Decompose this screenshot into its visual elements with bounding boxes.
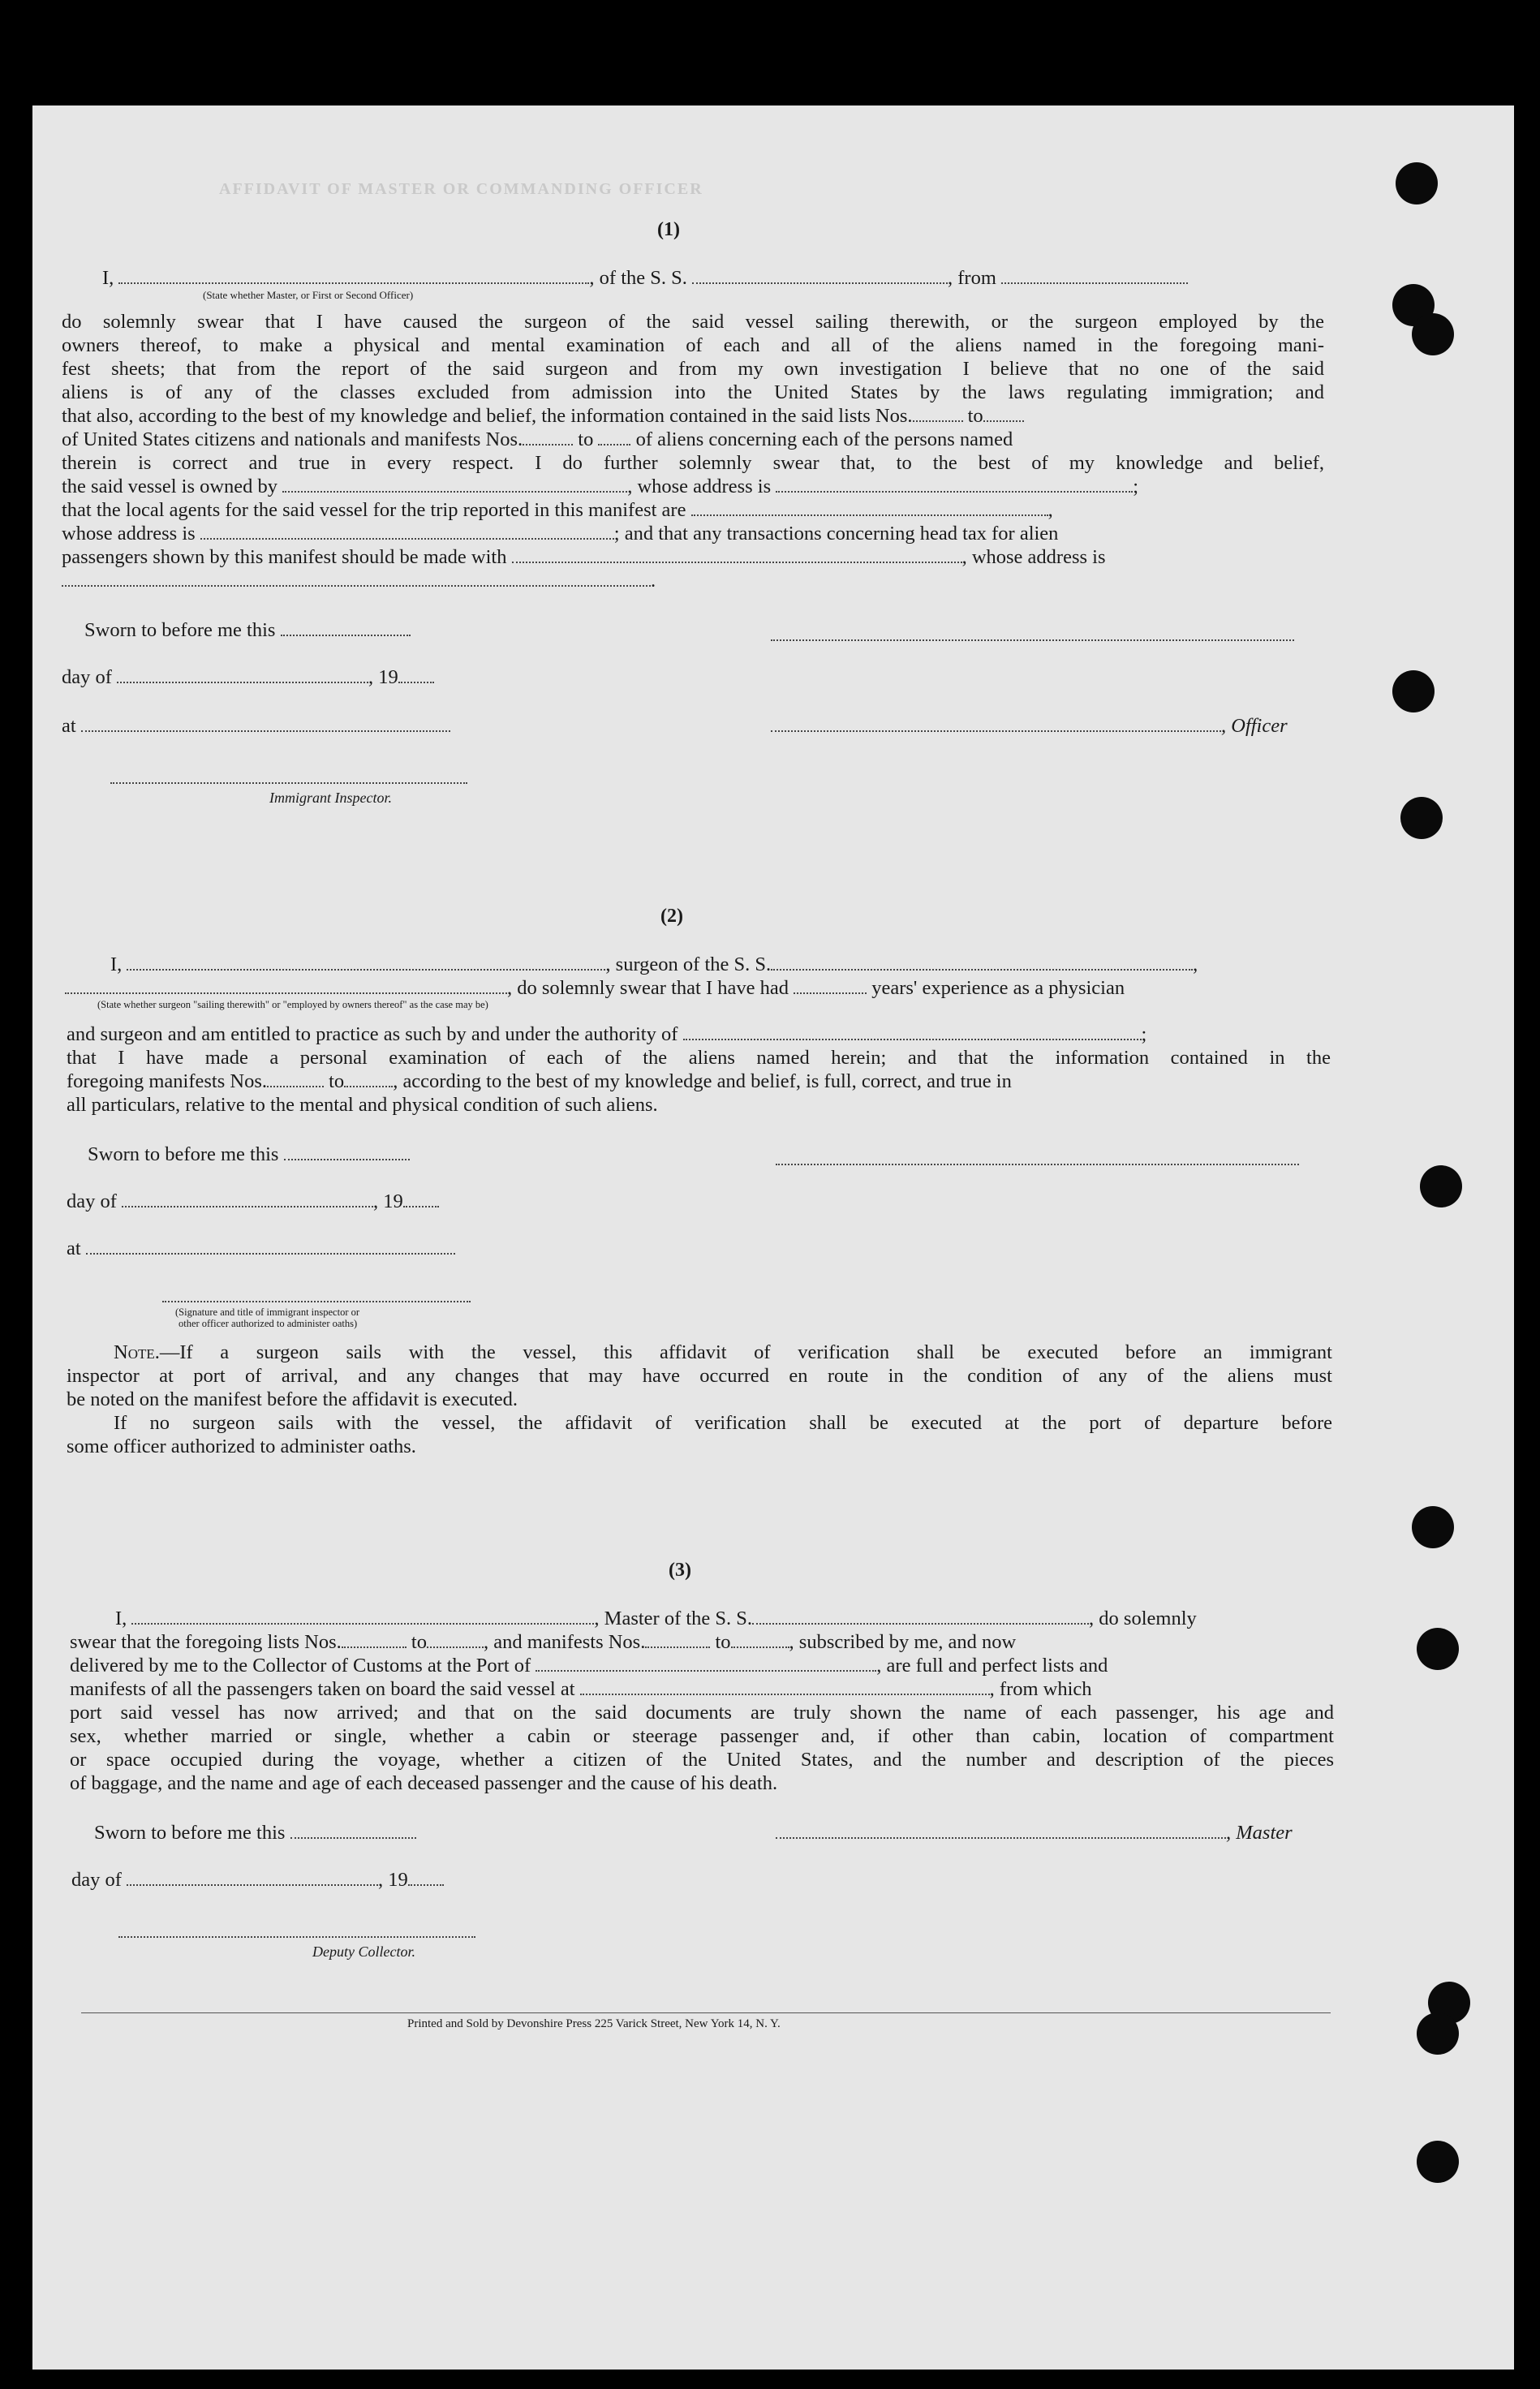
- vessel-owner-field[interactable]: [282, 490, 627, 493]
- s1-para-line-3: fest sheets; that from the report of the said surgeon and from my own investigation I believe that no one of the said: [62, 358, 1324, 380]
- s3-year-prefix: , 19: [378, 1869, 408, 1891]
- s2-dayof-line: [67, 1190, 439, 1214]
- local-agents-field[interactable]: [691, 514, 1048, 516]
- s2-note-line-5: some officer authorized to administer oaths.: [67, 1436, 416, 1457]
- s1-aliens-text: of aliens concerning each of the persons named: [635, 428, 1013, 450]
- s2-line-6: all particulars, relative to the mental and physical condition of such aliens.: [67, 1094, 658, 1116]
- s2-note-text-1: —If a surgeon sails with the vessel, this affidavit of verification shall be executed before an immigrant: [159, 1341, 1332, 1363]
- section-3-number: (3): [669, 1560, 691, 1581]
- punch-hole: [1417, 2012, 1459, 2055]
- s3-line-4: [70, 1677, 1092, 1702]
- s3-vessel-field[interactable]: [752, 1622, 1089, 1625]
- s2-status-note: (State whether surgeon "sailing therewith" or "employed by owners thereof" as the case may be): [97, 999, 488, 1010]
- s2-at-line: [67, 1237, 455, 1261]
- head-tax-party-field[interactable]: [512, 561, 962, 563]
- s3-line-8: of baggage, and the name and age of each deceased passenger and the cause of his death.: [70, 1772, 778, 1794]
- owner-address-field[interactable]: [776, 490, 1133, 493]
- surgeon-status-field[interactable]: [65, 992, 507, 994]
- s2-surgeon-of-label: , surgeon of the S. S.: [605, 953, 772, 975]
- punch-hole: [1417, 2141, 1459, 2183]
- punch-hole: [1392, 670, 1435, 712]
- s1-manifests-from-field[interactable]: [523, 443, 573, 446]
- s2-vessel-field[interactable]: [771, 968, 1193, 971]
- s1-rank-note: (State whether Master, or First or Second Officer): [203, 289, 414, 301]
- s3-line-5: port said vessel has now arrived; and that on the said documents are truly shown the name of each passenger, his age and: [70, 1702, 1334, 1724]
- s1-lists-to-field[interactable]: [983, 420, 1024, 422]
- faded-header: AFFIDAVIT OF MASTER OR COMMANDING OFFICER: [219, 180, 703, 198]
- s1-period: .: [651, 570, 656, 592]
- s2-sig-note-1: (Signature and title of immigrant inspector or: [175, 1306, 360, 1318]
- s1-comma: ,: [1047, 499, 1053, 521]
- s2-note-line-2: inspector at port of arrival, and any changes that may have occurred en route in the condition of any of the aliens must: [67, 1365, 1332, 1387]
- s1-owner-address-label: , whose address is: [627, 476, 772, 497]
- s3-manifests-label: , and manifests Nos.: [483, 1631, 646, 1653]
- punch-hole: [1396, 162, 1438, 204]
- s1-local-agents-text: that the local agents for the said vessel for the trip reported in this manifest are: [62, 499, 686, 521]
- s2-line-5: [67, 1070, 1012, 1094]
- s2-note-line-1: [114, 1341, 1332, 1365]
- s1-semicolon: ;: [1133, 476, 1139, 497]
- s1-para-line-4: aliens is of any of the classes excluded from admission into the United States by the laws regulating immigration; and: [62, 381, 1324, 403]
- s2-dayof-label: day of: [67, 1190, 117, 1212]
- s2-line-4: that I have made a personal examination of each of the aliens named herein; and that the information contained in the: [67, 1047, 1331, 1069]
- punch-hole: [1417, 1628, 1459, 1670]
- s1-lists-to: to: [967, 405, 983, 427]
- s1-para-line-2: owners thereof, to make a physical and mental examination of each and all of the aliens named in the foregoing mani-: [62, 334, 1324, 356]
- s3-dayof-label: day of: [71, 1869, 122, 1891]
- s1-line-1: [102, 266, 1327, 291]
- s3-lists-from-field[interactable]: [342, 1646, 407, 1648]
- s2-inspector-signature-line[interactable]: [162, 1300, 471, 1302]
- s1-month-field[interactable]: [117, 681, 368, 683]
- s2-sworn-label: Sworn to before me this: [88, 1143, 279, 1165]
- s2-manifests-label: foregoing manifests Nos.: [67, 1070, 267, 1092]
- agent-address-field[interactable]: [200, 537, 614, 540]
- authority-field[interactable]: [683, 1038, 1142, 1040]
- s2-comma: ,: [1193, 953, 1198, 975]
- s2-manifests-from-field[interactable]: [267, 1085, 324, 1087]
- s2-sworn-line: [88, 1143, 410, 1167]
- s1-from-label: , from: [948, 267, 996, 289]
- s1-lists-text: that also, according to the best of my knowledge and belief, the information contained in the said lists Nos.: [62, 405, 913, 427]
- s3-month-field[interactable]: [127, 1883, 378, 1886]
- s3-manifests-to-label: to: [715, 1631, 731, 1653]
- s1-sworn-date-field[interactable]: [281, 634, 411, 636]
- s1-lists-from-field[interactable]: [913, 420, 963, 422]
- years-experience-field[interactable]: [794, 992, 867, 994]
- s1-at-label: at: [62, 715, 76, 737]
- s3-master-of-label: , Master of the S. S.: [594, 1608, 753, 1629]
- s1-para-line-1: do solemnly swear that I have caused the surgeon of the said vessel sailing therewith, or the surgeon employed by the: [62, 311, 1324, 333]
- s1-head-tax-text: ; and that any transactions concerning head tax for alien: [613, 523, 1059, 545]
- section-1-number: (1): [657, 219, 680, 240]
- s1-of-ss-label: , of the S. S.: [589, 267, 687, 289]
- s2-at-field[interactable]: [86, 1252, 455, 1255]
- s1-made-with-text: passengers shown by this manifest should be made with: [62, 546, 507, 568]
- s3-lists-to-field[interactable]: [427, 1646, 484, 1648]
- officer-signature-field[interactable]: [771, 730, 1221, 732]
- s3-collector-label: Deputy Collector.: [312, 1943, 415, 1960]
- s1-sworn-label: Sworn to before me this: [84, 619, 276, 641]
- s3-line-1: [115, 1607, 1197, 1631]
- s3-manifests-from-field[interactable]: [645, 1646, 710, 1648]
- s2-swear-label: , do solemnly swear that I have had: [507, 977, 789, 999]
- s2-sig-note-2: other officer authorized to administer oaths): [179, 1318, 358, 1329]
- s2-to-label: to: [329, 1070, 345, 1092]
- s1-manifests-to-field[interactable]: [598, 443, 630, 446]
- punch-hole: [1420, 1165, 1462, 1207]
- s1-whose-address-label: , whose address is: [961, 546, 1106, 568]
- s3-full-lists-text: , are full and perfect lists and: [876, 1655, 1108, 1677]
- officer-rank-field[interactable]: [118, 282, 589, 284]
- s2-semicolon: ;: [1141, 1023, 1147, 1045]
- master-signature-field[interactable]: [776, 1836, 1226, 1839]
- s2-sworn-date-field[interactable]: [284, 1158, 410, 1160]
- departure-port-field[interactable]: [1001, 282, 1188, 284]
- s3-solemnly-label: , do solemnly: [1089, 1608, 1197, 1629]
- s2-correctness-text: , according to the best of my knowledge and belief, is full, correct, and true in: [393, 1070, 1012, 1092]
- s1-at-field[interactable]: [81, 730, 450, 732]
- s3-year-field[interactable]: [408, 1883, 444, 1886]
- s1-inspector-signature-line[interactable]: [110, 781, 467, 784]
- s2-note-line-4: If no surgeon sails with the vessel, the affidavit of verification shall be executed at the port of departure before: [114, 1412, 1332, 1434]
- vessel-name-field[interactable]: [692, 282, 948, 284]
- s2-at-label: at: [67, 1238, 81, 1259]
- s1-para-line-11: [62, 545, 1106, 570]
- s2-month-field[interactable]: [122, 1205, 373, 1207]
- s1-dayof-line: [62, 665, 434, 690]
- s1-officer-line: [771, 714, 1288, 738]
- s3-dayof-line: [71, 1868, 444, 1892]
- punch-hole: [1400, 797, 1443, 839]
- s2-note-line-3: be noted on the manifest before the affidavit is executed.: [67, 1388, 518, 1410]
- master-name-field[interactable]: [131, 1622, 594, 1625]
- s3-line-2: [70, 1630, 1336, 1655]
- s3-sworn-date-field[interactable]: [290, 1836, 416, 1839]
- s3-lists-to-label: to: [411, 1631, 427, 1653]
- s1-officer-label: , Officer: [1221, 715, 1288, 737]
- s1-para-line-5: [62, 404, 1024, 428]
- printer-imprint: Printed and Sold by Devonshire Press 225 Varick Street, New York 14, N. Y.: [407, 2017, 781, 2030]
- s1-manifests-to: to: [578, 428, 594, 450]
- s3-sworn-line: [94, 1821, 416, 1845]
- s3-line-3: [70, 1654, 1108, 1678]
- s3-lists-label: swear that the foregoing lists Nos.: [70, 1631, 342, 1653]
- s3-taken-on-board-text: manifests of all the passengers taken on board the said vessel at: [70, 1678, 575, 1700]
- punch-hole: [1412, 1506, 1454, 1548]
- s1-manifests-text: of United States citizens and nationals and manifests Nos.: [62, 428, 523, 450]
- s3-line-7: or space occupied during the voyage, whether a citizen of the United States, and the number and description of the pieces: [70, 1749, 1334, 1771]
- s2-years-label: years' experience as a physician: [871, 977, 1125, 999]
- s1-dayof-label: day of: [62, 666, 112, 688]
- s2-authority-text: and surgeon and am entitled to practice as such by and under the authority of: [67, 1023, 678, 1045]
- s3-subscribed-label: , subscribed by me, and now: [789, 1631, 1017, 1653]
- s1-sworn-line: [84, 618, 411, 643]
- head-tax-address-field[interactable]: [62, 584, 651, 587]
- s1-para-line-7: therein is correct and true in every respect. I do further solemnly swear that, to the best of my knowledge and belief,: [62, 452, 1324, 474]
- s1-para-line-10: [62, 522, 1058, 546]
- section-2-number: (2): [660, 906, 683, 927]
- s2-line-1: [110, 953, 1198, 977]
- s1-para-line-6: [62, 428, 1013, 452]
- s3-sworn-label: Sworn to before me this: [94, 1822, 286, 1844]
- s2-note-label: Note.: [114, 1341, 160, 1363]
- s2-signature-line[interactable]: [776, 1163, 1299, 1165]
- s1-owned-by: the said vessel is owned by: [62, 476, 278, 497]
- footer-rule: [81, 2012, 1331, 2013]
- s1-agent-address-label: whose address is: [62, 523, 196, 545]
- manifest-affidavit-page: [32, 105, 1514, 2370]
- s3-manifests-to-field[interactable]: [731, 1646, 789, 1648]
- s3-master-line: [776, 1821, 1293, 1845]
- s2-year-prefix: , 19: [373, 1190, 403, 1212]
- s3-i-label: I,: [115, 1608, 127, 1629]
- s3-collector-text: delivered by me to the Collector of Customs at the Port of: [70, 1655, 531, 1677]
- s1-signature-line[interactable]: [771, 639, 1294, 641]
- s2-manifests-to-field[interactable]: [344, 1085, 393, 1087]
- s1-year-field[interactable]: [398, 681, 434, 683]
- s1-para-line-12: [62, 569, 656, 593]
- s2-line-3: [67, 1022, 1146, 1047]
- s3-from-which-label: , from which: [989, 1678, 1092, 1700]
- embarkation-port-field[interactable]: [580, 1693, 990, 1695]
- s3-collector-signature-line[interactable]: [118, 1935, 475, 1938]
- s1-year-prefix: , 19: [368, 666, 398, 688]
- punch-hole: [1412, 313, 1454, 355]
- s3-line-6: sex, whether married or single, whether a cabin or steerage passenger and, if other than cabin, location of compartment: [70, 1725, 1334, 1747]
- s3-master-label: , Master: [1226, 1822, 1293, 1844]
- s1-i-label: I,: [102, 267, 114, 289]
- s1-inspector-label: Immigrant Inspector.: [269, 790, 392, 806]
- s2-year-field[interactable]: [403, 1205, 439, 1207]
- s1-para-line-9: [62, 498, 1053, 523]
- port-of-arrival-field[interactable]: [536, 1669, 876, 1672]
- s2-i-label: I,: [110, 953, 123, 975]
- s1-at-line: [62, 714, 450, 738]
- surgeon-name-field[interactable]: [127, 968, 605, 971]
- s2-line-2: [65, 976, 1125, 1001]
- s1-para-line-8: [62, 475, 1138, 499]
